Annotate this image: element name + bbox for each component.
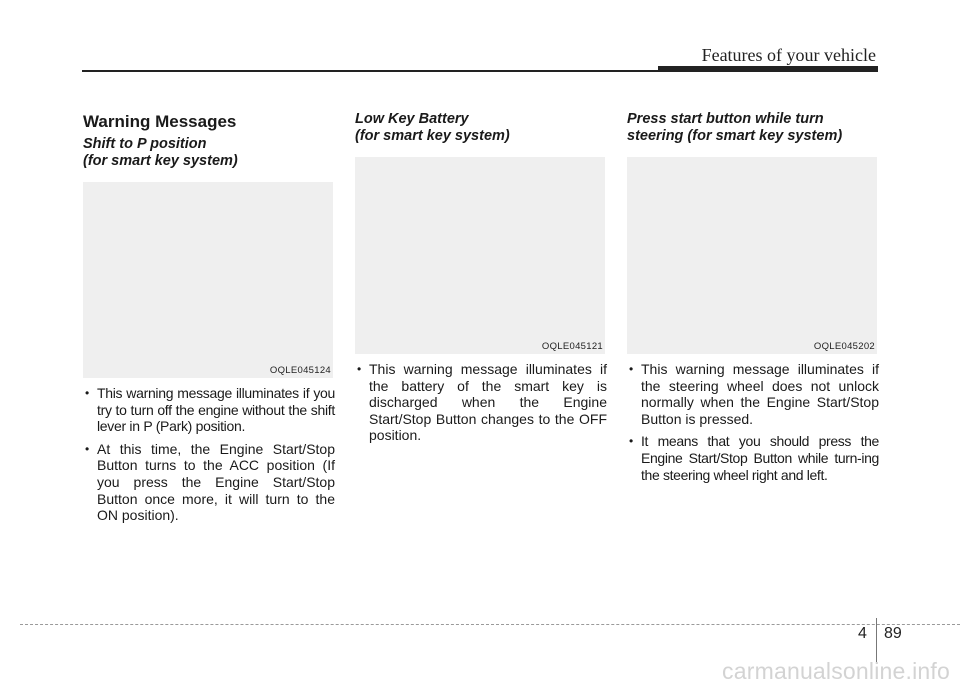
figure-image	[627, 157, 877, 354]
sub-heading: Shift to P position (for smart key system)	[83, 136, 238, 169]
header-rule-accent	[658, 66, 878, 72]
sub-heading: Press start button while turn steering (for smart key system)	[627, 111, 843, 144]
section-heading: Warning Messages	[83, 112, 237, 131]
column-low-key-battery	[355, 110, 607, 450]
bullet-item: • It means that you should press the Engine Start/Stop Button while turn-ing the steering wheel right and left.	[627, 433, 879, 483]
bullet-item: • This warning message illuminates if you try to turn off the engine without the shift lever in P (Park) position.	[83, 385, 335, 435]
page-number: 89	[884, 625, 902, 642]
page-number-divider	[876, 618, 877, 663]
figure-image	[355, 157, 605, 354]
bullet-list	[83, 385, 335, 524]
sub-heading: Low Key Battery (for smart key system)	[355, 111, 510, 144]
running-header-title: Features of your vehicle	[701, 45, 876, 65]
chapter-number: 4	[858, 625, 867, 642]
column-press-start-button	[627, 110, 879, 489]
figure-code: OQLE045121	[541, 341, 603, 352]
bullet-list	[627, 361, 879, 483]
footer-rule	[20, 624, 960, 625]
bullet-list	[355, 361, 607, 444]
watermark: carmanualsonline.info	[722, 658, 950, 684]
header-rule	[82, 70, 660, 72]
figure-code: OQLE045202	[813, 341, 875, 352]
figure-image	[83, 182, 333, 378]
figure-code: OQLE045124	[269, 365, 331, 376]
bullet-item: • This warning message illuminates if the steering wheel does not unlock normally when the Engine Start/Stop Button is pressed.	[627, 361, 879, 427]
bullet-item: • At this time, the Engine Start/Stop Button turns to the ACC position (If you press the Engine Start/Stop Button once more, it will turn to the ON position).	[83, 441, 335, 524]
column-shift-to-p	[83, 110, 335, 530]
bullet-item: • This warning message illuminates if the battery of the smart key is discharged when the Engine Start/Stop Button changes to the OFF position.	[355, 361, 607, 444]
